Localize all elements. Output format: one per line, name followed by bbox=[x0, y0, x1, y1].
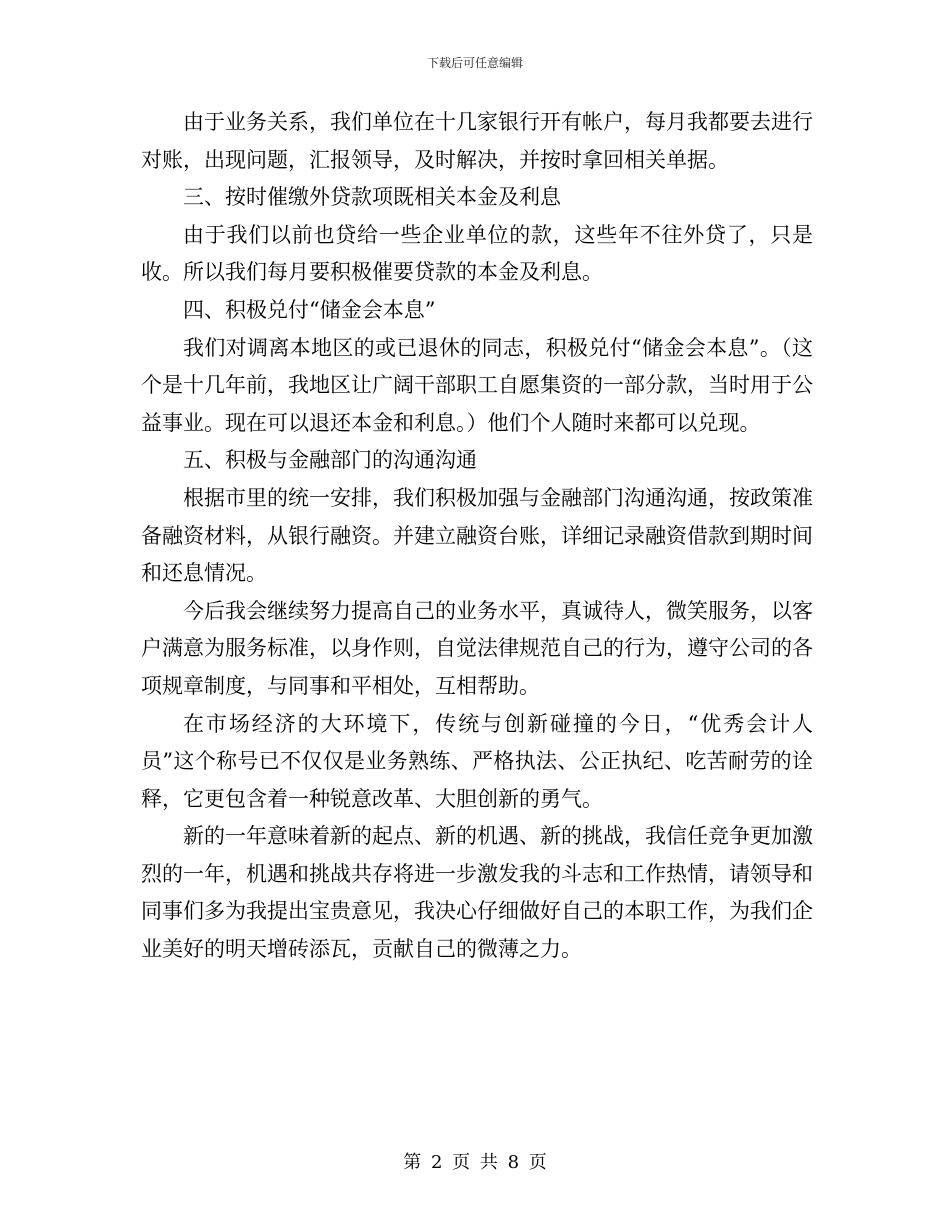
section-heading: 三、按时催缴外贷款项既相关本金及利息 bbox=[183, 185, 561, 210]
paragraph: 根据市里的统一安排，我们积极加强与金融部门沟通沟通，按政策准备融资材料，从银行融资。并建立融资台账，详细记录融资借款到期时间和还息情况。 bbox=[141, 485, 813, 586]
page-header-note: 下载后可任意编辑 bbox=[426, 56, 523, 70]
page-number-footer: 第 2 页 共 8 页 bbox=[403, 1152, 547, 1173]
paragraph: 今后我会继续努力提高自己的业务水平，真诚待人，微笑服务，以客户满意为服务标准，以身作则，自觉法律规范自己的行为，遵守公司的各项规章制度，与同事和平相处，互相帮助。 bbox=[141, 598, 813, 698]
paragraph: 我们对调离本地区的或已退休的同志，积极兑付“储金会本息”。（这个是十几年前，我地区让广阔干部职工自愿集资的一部分款，当时用于公益事业。现在可以退还本金和利息。）他们个人随时来都可以兑现。 bbox=[141, 335, 813, 435]
section-heading: 五、积极与金融部门的沟通沟通 bbox=[183, 448, 477, 473]
document-body bbox=[141, 104, 813, 969]
paragraph: 新的一年意味着新的起点、新的机遇、新的挑战，我信任竞争更加激烈的一年，机遇和挑战共存将进一步激发我的斗志和工作热情，请领导和同事们多为我提出宝贵意见，我决心仔细做好自己的本职工作，为我们企业美好的明天增砖添瓦，贡献自己的微薄之力。 bbox=[141, 824, 813, 962]
section-heading: 四、积极兑付“储金会本息” bbox=[183, 297, 436, 322]
paragraph: 在市场经济的大环境下，传统与创新碰撞的今日，“优秀会计人员”这个称号已不仅仅是业务熟练、严格执法、公正执纪、吃苦耐劳的诠释，它更包含着一种锐意改革、大胆创新的勇气。 bbox=[141, 711, 813, 811]
paragraph: 由于我们以前也贷给一些企业单位的款，这些年不往外贷了，只是收。所以我们每月要积极催要贷款的本金及利息。 bbox=[141, 222, 813, 285]
paragraph: 由于业务关系，我们单位在十几家银行开有帐户，每月我都要去进行对账，出现问题，汇报领导，及时解决，并按时拿回相关单据。 bbox=[141, 110, 813, 172]
